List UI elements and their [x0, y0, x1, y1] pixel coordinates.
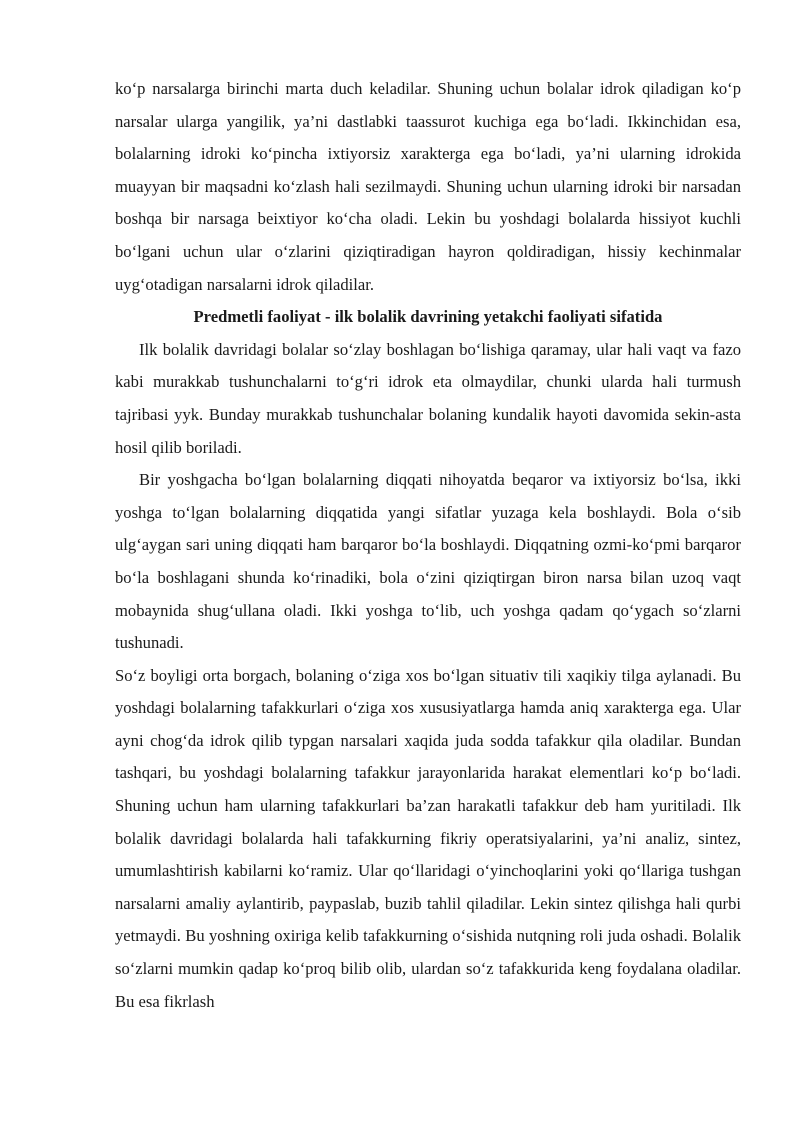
section-heading: Predmetli faoliyat - ilk bolalik davrining yetakchi faoliyati sifatida	[193, 307, 663, 327]
document-page	[115, 73, 741, 1018]
paragraph-time-space: Ilk bolalik davridagi bolalar so‘zlay boshlagan bo‘lishiga qaramay, ular hali vaqt va fazo kabi murakkab tushunchalarni to‘g‘ri idrok eta olmaydilar, chunki ularda hali turmush tajribasi yyk. Bunday murakkab tushunchalar bolaning kundalik hayoti davomida sekin-asta hosil qilib boriladi.	[115, 339, 741, 457]
paragraph-attention: Bir yoshgacha bo‘lgan bolalarning diqqati nihoyatda beqaror va ixtiyorsiz bo‘lsa, ikki yoshga to‘lgan bolalarning diqqatida yangi sifatlar yuzaga kela boshlaydi. Bola o‘sib ulg‘aygan sari uning diqqati ham barqaror bo‘la boshlaydi. Diqqatning ozmi-ko‘pmi barqaror bo‘la boshlagani shunda ko‘rinadiki, bola o‘zini qiziqtirgan biron narsa bilan uzoq vaqt mobaynida shug‘ullana oladi. Ikki yoshga to‘lib, uch yoshga qadam qo‘ygach so‘zlarni tushunadi.	[115, 470, 741, 653]
paragraph-thinking: So‘z boyligi orta borgach, bolaning o‘ziga xos bo‘lgan situativ tili xaqikiy tilga aylanadi. Bu yoshdagi bolalarning tafakkurlari o‘ziga xos xususiyatlarga hamda aniq xarakterga ega. Ular ayni chog‘da idrok qilib typgan narsalari xaqida juda sodda tafakkur qila oladilar. Bundan tashqari, bu yoshdagi bolalarning tafakkur jarayonlarida harakat elementlari ko‘p bo‘ladi. Shuning uchun ham ularning tafakkurlari ba’zan harakatli tafakkur deb ham yuritiladi. Ilk bolalik davridagi bolalarda hali tafakkurning fikriy operatsiyalarini, ya’ni analiz, sintez, umumlashtirish kabilarni ko‘ramiz. Ular qo‘llaridagi o‘yinchoqlarini yoki qo‘llariga tushgan narsalarni amaliy aylantirib, paypaslab, buzib tahlil qiladilar. Lekin sintez qilishga hali qurbi yetmaydi. Bu yoshning oxiriga kelib tafakkurning o‘sishida nutqning roli juda oshadi. Bolalik so‘zlarni mumkin qadap ko‘proq bilib olib, ulardan so‘z tafakkurida keng foydalana oladilar. Bu esa fikrlash	[115, 665, 741, 1011]
paragraph-perception: ko‘p narsalarga birinchi marta duch keladilar. Shuning uchun bolalar idrok qiladigan ko‘p narsalar ularga yangilik, ya’ni dastlabki taassurot kuchiga ega bo‘ladi. Ikkinchidan esa, bolalarning idroki ko‘pincha ixtiyorsiz xarakterga ega bo‘ladi, ya’ni ularning idrokida muayyan bir maqsadni ko‘zlash hali sezilmaydi. Shuning uchun ularning idroki bir narsadan boshqa bir narsaga beixtiyor ko‘cha oladi. Lekin bu yoshdagi bolalarda hissiyot kuchli bo‘lgani uchun ular o‘zlarini qiziqtiradigan hayron qoldiradigan, hissiy kechinmalar uyg‘otadigan narsalarni idrok qiladilar.	[115, 79, 741, 294]
